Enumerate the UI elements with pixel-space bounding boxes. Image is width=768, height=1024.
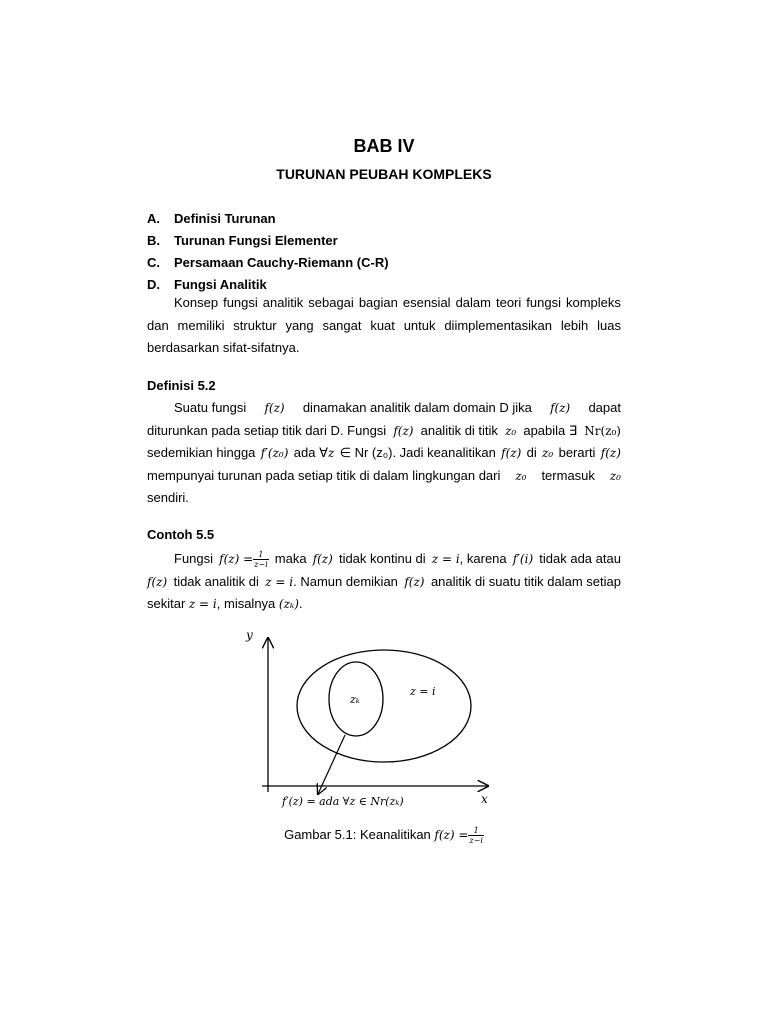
intro-paragraph (147, 292, 621, 360)
analyticity-diagram (230, 624, 510, 824)
definisi-line-4: mempunyai turunan pada setiap titik di dalam lingkungan dari z₀ termasuk z₀ (147, 467, 621, 483)
caption-fraction: $\frac{1}{z-i}$ (469, 826, 483, 845)
x-axis-label: x (481, 792, 488, 806)
figure-caption: Gambar 5.1: Keanalitikan f(z) = $\frac{1}{z-i}$ (284, 826, 483, 845)
fraction: $\frac{1}{z-i}$ (254, 550, 268, 570)
chapter-title: BAB IV (353, 136, 415, 156)
definisi-heading: Definisi 5.2 (147, 378, 216, 393)
y-axis-label: y (246, 628, 253, 642)
domain-ellipse (297, 650, 471, 762)
chapter-subtitle: TURUNAN PEUBAH KOMPLEKS (276, 166, 492, 182)
definisi-line-1: Suatu fungsi f(z) dinamakan analitik dalam domain D jika f(z) dapat (174, 400, 621, 415)
toc-item-b: B. Turunan Fungsi Elementer (147, 233, 338, 248)
definisi-line-3: sedemikian hingga f′(z₀) ada ∀z ∈ Nr (z₀). Jadi keanalitikan f(z) di z₀ berarti f(z) (147, 445, 621, 460)
toc-item-c: C. Persamaan Cauchy-Riemann (C-R) (147, 255, 389, 270)
arrow-label: f′(z) = ada ∀z ∈ Nr(zₖ) (282, 795, 404, 808)
pointer-arrow (318, 735, 345, 794)
intro-line-1: Konsep fungsi analitik sebagai bagian esensial dalam teori fungsi kompleks (174, 295, 621, 310)
intro-line-2: dan memiliki struktur yang sangat kuat untuk diimplementasikan lebih luas (147, 317, 621, 333)
intro-line-3: berdasarkan sifat-sifatnya. (147, 340, 300, 355)
definisi-line-5: sendiri. (147, 490, 189, 505)
zi-label: z = i (410, 685, 436, 698)
definisi-line-2: diturunkan pada setiap titik dari D. Fungsi f(z) analitik di titik z₀ apabila ∃ Nr(z₀) (147, 422, 621, 438)
contoh-line-2: f(z) tidak analitik di z = i. Namun demikian f(z) analitik di suatu titik dalam setiap (147, 573, 621, 589)
toc-item-d: D. Fungsi Analitik (147, 277, 267, 292)
contoh-line-3: sekitar z = i, misalnya (zₖ). (147, 596, 303, 611)
definisi-paragraph (147, 397, 621, 510)
contoh-line-1: Fungsi f(z) = $\frac{1}{z-i}$ maka f(z) tidak kontinu di z = i, karena f′(i) tidak ada atau (174, 550, 621, 570)
contoh-paragraph (147, 548, 621, 616)
zk-label: zₖ (350, 693, 360, 706)
contoh-heading: Contoh 5.5 (147, 527, 215, 542)
toc-item-a: A. Definisi Turunan (147, 211, 276, 226)
